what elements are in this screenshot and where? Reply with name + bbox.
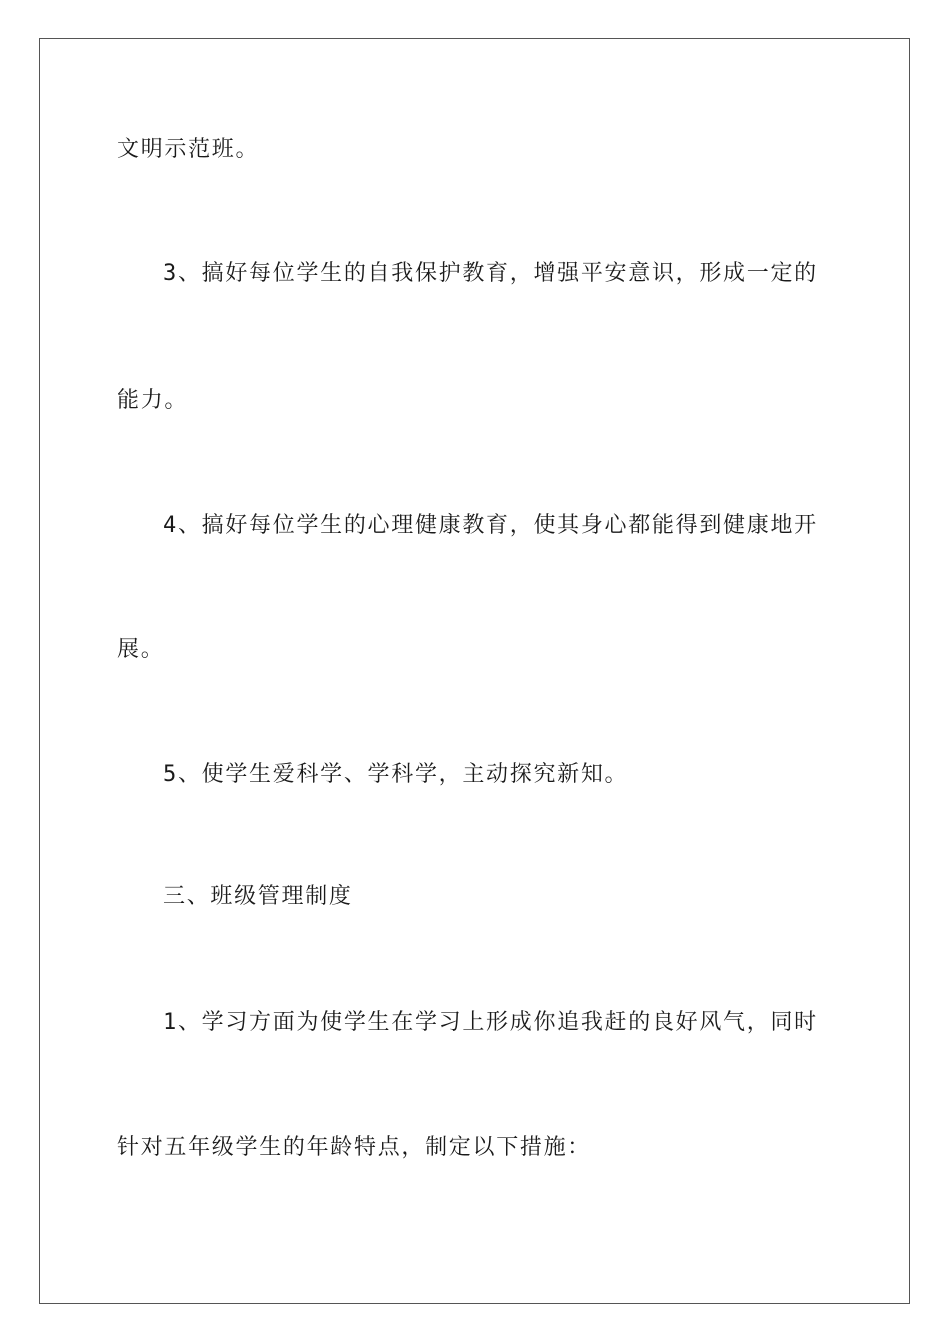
paragraph-line: 4、搞好每位学生的心理健康教育，使其身心都能得到健康地开	[163, 513, 818, 538]
paragraph-line: 1、学习方面为使学生在学习上形成你追我赶的良好风气，同时	[163, 1010, 818, 1035]
paragraph-line: 3、搞好每位学生的自我保护教育，增强平安意识，形成一定的	[163, 261, 818, 286]
paragraph-line: 展。	[117, 637, 165, 662]
page-border	[39, 38, 910, 1304]
paragraph-line: 文明示范班。	[117, 137, 260, 162]
section-heading: 三、班级管理制度	[163, 884, 353, 909]
paragraph-line: 5、使学生爱科学、学科学，主动探究新知。	[163, 762, 629, 787]
paragraph-line: 针对五年级学生的年龄特点，制定以下措施：	[117, 1135, 592, 1160]
paragraph-line: 能力。	[117, 388, 189, 413]
